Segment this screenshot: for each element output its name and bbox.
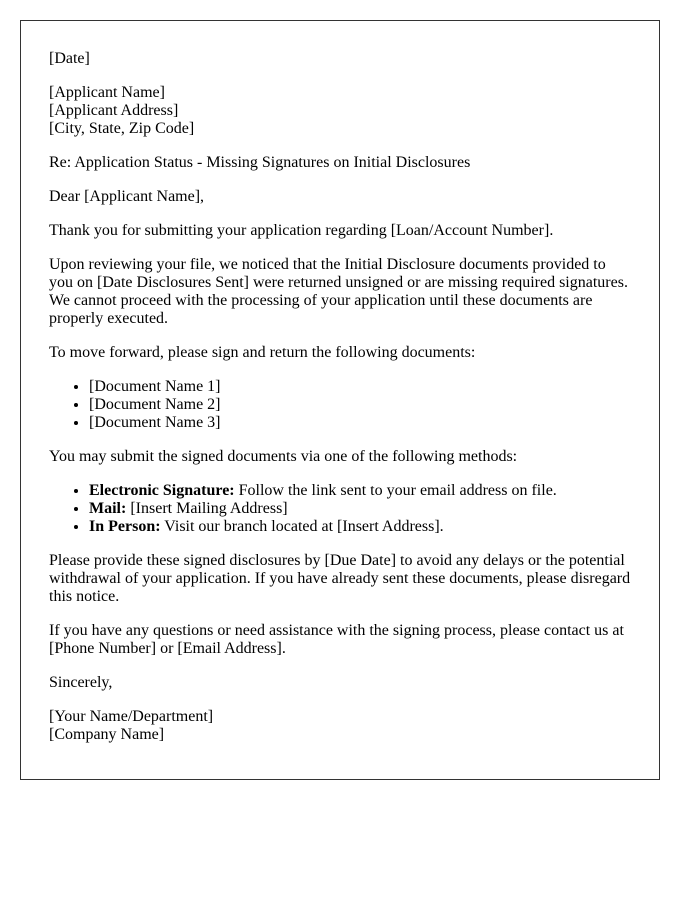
document-item: • [Document Name 3] xyxy=(89,414,631,432)
method-label: In Person: xyxy=(89,518,161,535)
document-item: • [Document Name 1] xyxy=(89,378,631,396)
paragraph-due-date: Please provide these signed disclosures by [Due Date] to avoid any delays or the potential withdrawal of your application. If you have already sent these documents, please disregard this notice. xyxy=(49,552,631,605)
paragraph-intro: Thank you for submitting your application regarding [Loan/Account Number]. xyxy=(49,222,554,239)
method-text: [Insert Mailing Address] xyxy=(126,500,288,517)
letter-date xyxy=(49,50,631,68)
method-label: Mail: xyxy=(89,500,127,517)
signature-block xyxy=(49,708,631,744)
signature-company: [Company Name] xyxy=(49,726,165,743)
letter-container xyxy=(20,20,660,780)
closing: Sincerely, xyxy=(49,674,113,691)
recipient-address: [Applicant Address] xyxy=(49,102,179,119)
paragraph-methods-intro: You may submit the signed documents via one of the following methods: xyxy=(49,448,518,465)
method-item-electronic xyxy=(89,482,631,500)
recipient-address-block xyxy=(49,84,631,138)
method-text: Follow the link sent to your email address on file. xyxy=(234,482,557,499)
signature-name-department: [Your Name/Department] xyxy=(49,708,214,725)
method-label: Electronic Signature: xyxy=(89,482,235,499)
documents-list xyxy=(49,378,631,432)
methods-list xyxy=(49,482,631,536)
method-text: Visit our branch located at [Insert Address]. xyxy=(160,518,444,535)
method-item-in-person xyxy=(89,518,631,536)
date-text: [Date] xyxy=(49,50,90,67)
method-item-mail xyxy=(89,500,631,518)
subject-line: Re: Application Status - Missing Signatures on Initial Disclosures xyxy=(49,154,471,171)
recipient-city-state-zip: [City, State, Zip Code] xyxy=(49,120,195,137)
recipient-name: [Applicant Name] xyxy=(49,84,165,101)
paragraph-contact: If you have any questions or need assistance with the signing process, please contact us at [Phone Number] or [Email Address]. xyxy=(49,622,624,657)
paragraph-review: Upon reviewing your file, we noticed that the Initial Disclosure documents provided to you on [Date Disclosures Sent] were returned unsigned or are missing required signatures. We cannot proceed with the processing of your application until these documents are properly executed. xyxy=(49,256,628,327)
document-item: • [Document Name 2] xyxy=(89,396,631,414)
paragraph-documents-intro: To move forward, please sign and return the following documents: xyxy=(49,344,476,361)
salutation: Dear [Applicant Name], xyxy=(49,188,205,205)
